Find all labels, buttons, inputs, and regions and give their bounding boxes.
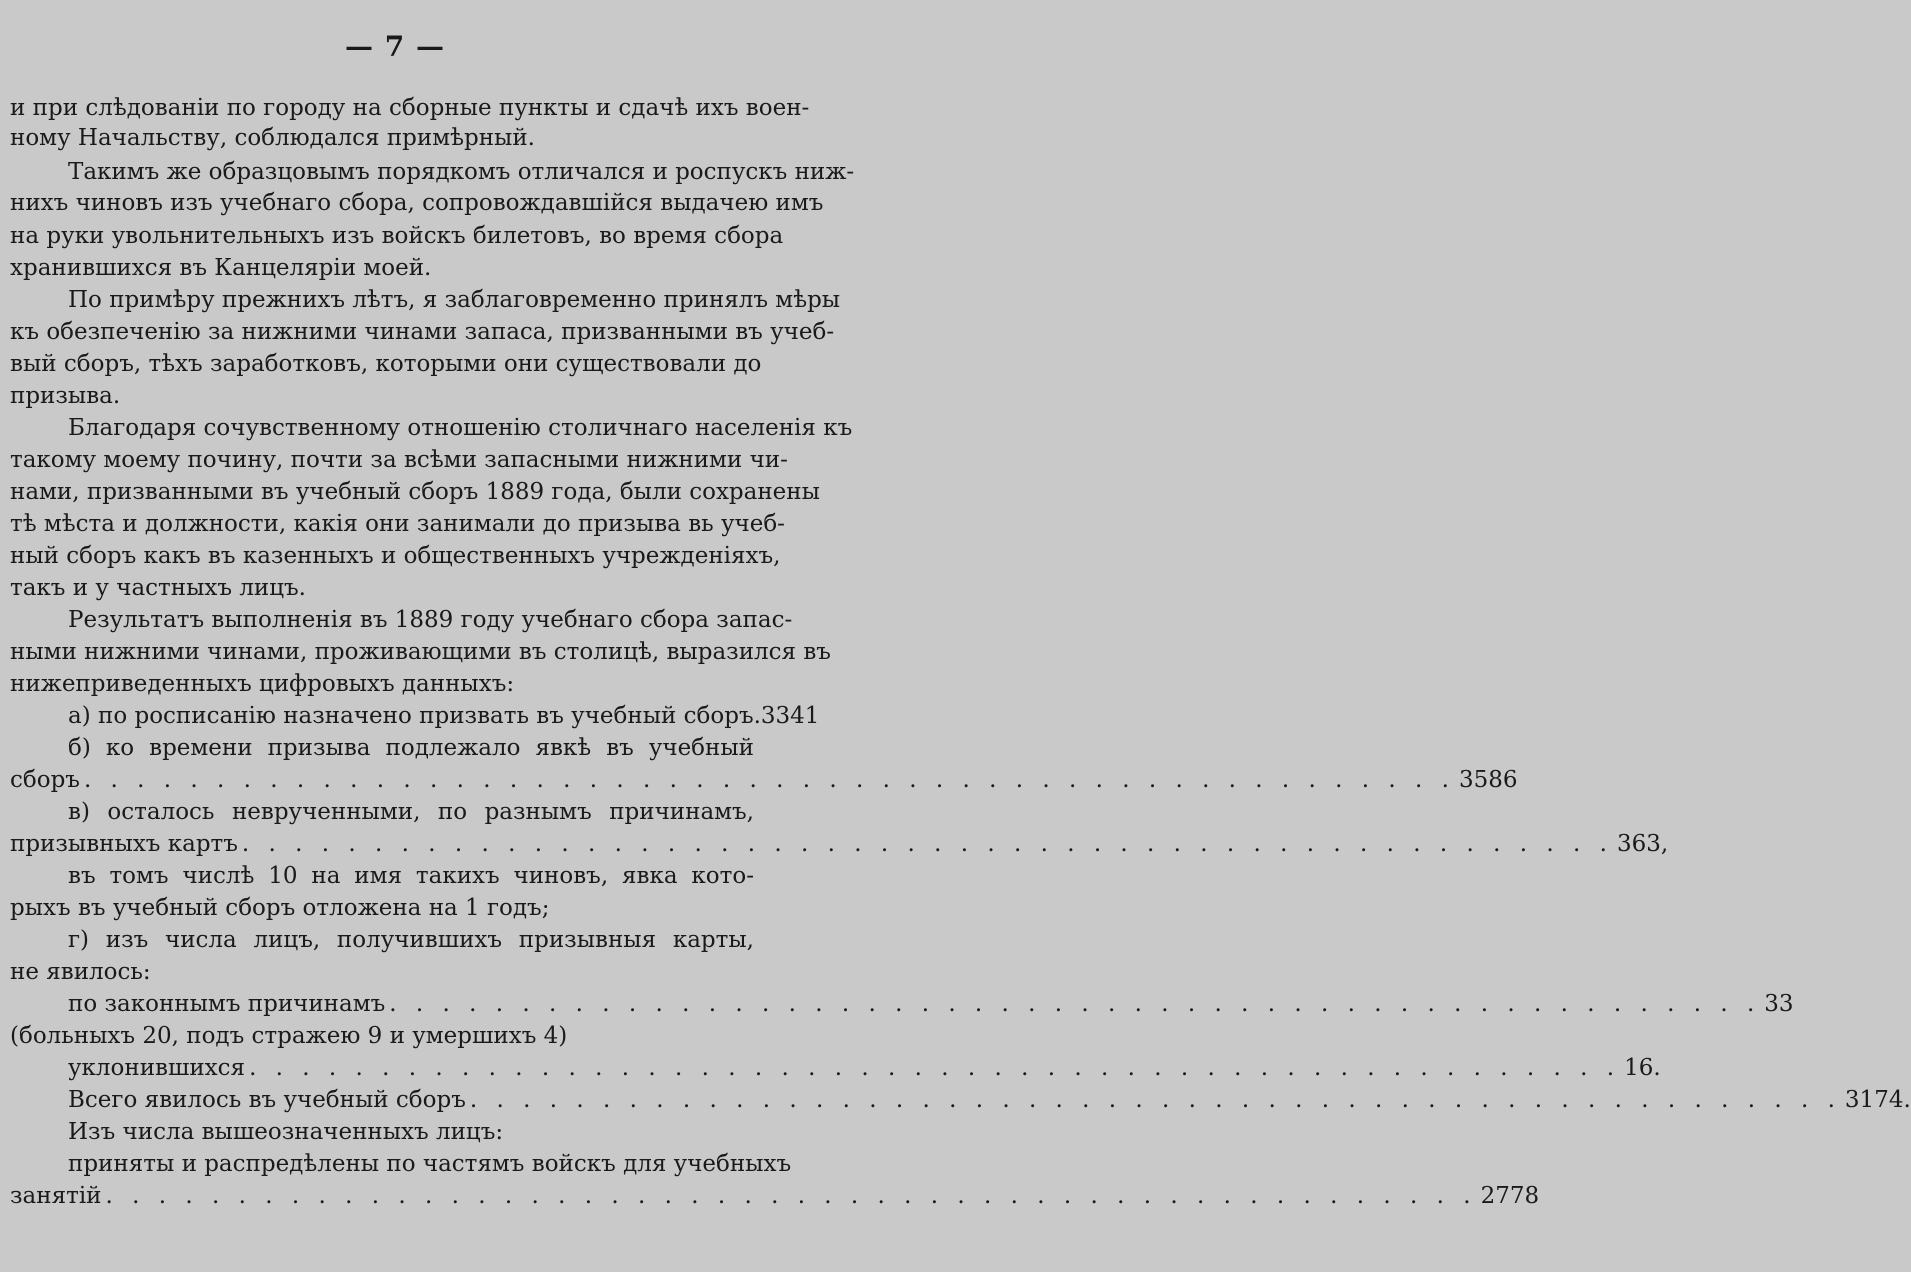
dot-leader (102, 1182, 1481, 1210)
stat-row-a (68, 702, 820, 730)
text-line: на руки увольнительныхъ изъ войскъ билетовъ, во время сбора (10, 223, 784, 249)
stat-row-assigned (10, 1182, 1540, 1210)
stat-row-b (10, 766, 1518, 794)
text-line: вый сборъ, тѣхъ заработковъ, которыми они существовали до (10, 351, 762, 377)
stat-value: 3586 (1458, 767, 1518, 793)
text-line: (больныхъ 20, подъ стражею 9 и умершихъ 4) (10, 1023, 568, 1049)
text-line: ному Начальству, соблюдался примѣрный. (10, 125, 535, 151)
stat-value: 3174. (1844, 1087, 1911, 1113)
stat-value: 16. (1624, 1055, 1661, 1081)
stat-label: по законнымъ причинамъ (68, 991, 386, 1017)
stat-value: 2778 (1480, 1183, 1540, 1209)
dot-leader (238, 830, 1617, 858)
text-line: ный сборъ какъ въ казенныхъ и общественныхъ учрежденіяхъ, (10, 543, 781, 569)
stat-row-c (10, 830, 1669, 858)
stat-value: 3341 (760, 703, 820, 729)
dot-leader (466, 1086, 1845, 1114)
text-line: нихъ чиновъ изъ учебнаго сбора, сопровождавшійся выдачею имъ (10, 190, 824, 216)
stat-label: а) по росписанію назначено призвать въ учебный сборъ. (68, 703, 761, 729)
text-line: не явилось: (10, 959, 151, 985)
page-number: — 7 — (345, 30, 445, 63)
text-line: и при слѣдованіи по городу на сборные пункты и сдачѣ ихъ воен- (10, 95, 810, 121)
text-line: Изъ числа вышеозначенныхъ лицъ: (68, 1119, 504, 1145)
text-line: призыва. (10, 383, 121, 409)
text-line: въ томъ числѣ 10 на имя такихъ чиновъ, явка кото- (68, 863, 754, 889)
stat-label: сборъ (10, 767, 80, 793)
stat-row-legal (68, 990, 1794, 1018)
stat-row-evaded (68, 1054, 1661, 1082)
text-line: къ обезпеченію за нижними чинами запаса, призванными въ учеб- (10, 319, 835, 345)
text-line: Такимъ же образцовымъ порядкомъ отличался и роспускъ ниж- (68, 159, 855, 185)
text-line: такъ и у частныхъ лицъ. (10, 575, 306, 601)
text-line: хранившихся въ Канцеляріи моей. (10, 255, 432, 281)
text-line: Благодаря сочувственному отношенію столичнаго населенія къ (68, 415, 853, 441)
stat-label: призывныхъ картъ (10, 831, 238, 857)
text-line: Результатъ выполненія въ 1889 году учебнаго сбора запас- (68, 607, 793, 633)
dot-leader (245, 1054, 1624, 1082)
dot-leader (80, 766, 1459, 794)
text-line: в) осталось неврученными, по разнымъ причинамъ, (68, 799, 754, 825)
text-line: такому моему почину, почти за всѣми запасными нижними чи- (10, 447, 788, 473)
stat-label: занятій (10, 1183, 102, 1209)
text-line: нижеприведенныхъ цифровыхъ данныхъ: (10, 671, 515, 697)
stat-value: 33 (1764, 991, 1794, 1017)
text-line: тѣ мѣста и должности, какія они занимали до призыва вь учеб- (10, 511, 785, 537)
text-line: б) ко времени призыва подлежало явкѣ въ учебный (68, 735, 754, 761)
stat-value: 363, (1616, 831, 1669, 857)
stat-row-total (68, 1086, 1911, 1114)
dot-leader (385, 990, 1764, 1018)
text-line: ными нижними чинами, проживающими въ столицѣ, выразился въ (10, 639, 831, 665)
text-line: рыхъ въ учебный сборъ отложена на 1 годъ; (10, 895, 550, 921)
text-line: нами, призванными въ учебный сборъ 1889 года, были сохранены (10, 479, 820, 505)
text-line: По примѣру прежнихъ лѣтъ, я заблаговременно принялъ мѣры (68, 287, 841, 313)
text-line: приняты и распредѣлены по частямъ войскъ для учебныхъ (68, 1151, 792, 1177)
stat-label: уклонившихся (68, 1055, 246, 1081)
text-line: г) изъ числа лицъ, получившихъ призывныя карты, (68, 927, 754, 953)
stat-label: Всего явилось въ учебный сборъ (68, 1087, 466, 1113)
